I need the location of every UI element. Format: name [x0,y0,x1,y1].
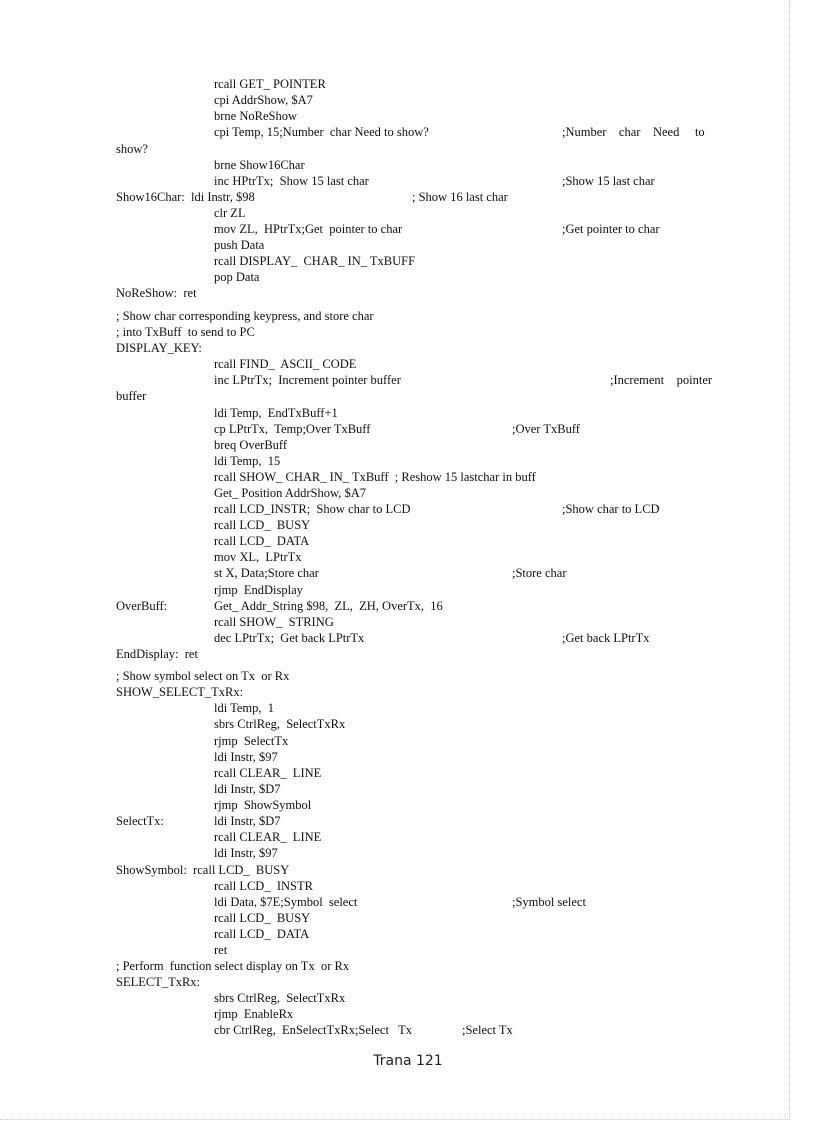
code-label: DISPLAY_KEY: [116,341,202,355]
code-instruction: Get_ Addr_String $98, ZL, ZH, OverTx, 16 [214,599,443,613]
code-label: OverBuff: [116,599,168,613]
page-number: Trana 121 [373,1053,443,1069]
code-label: ; Show symbol select on Tx or Rx [116,669,290,683]
code-comment: ;Get back LPtrTx [562,631,650,645]
code-instruction: ldi Instr, $D7 [214,782,281,796]
code-label: EndDisplay: ret [116,647,198,661]
code-instruction: rcall LCD_ BUSY [214,911,311,925]
code-instruction: mov XL, LPtrTx [214,550,302,564]
code-comment: ;Over TxBuff [512,422,580,436]
code-instruction: ldi Instr, $D7 [214,814,281,828]
code-instruction: rcall LCD_ INSTR [214,879,313,893]
code-label: ; Perform function select display on Tx or Rx [116,959,350,973]
code-label: NoReShow: ret [116,286,197,300]
code-instruction: rcall GET_ POINTER [214,77,326,91]
code-instruction: st X, Data;Store char [214,566,319,580]
code-instruction: rjmp EndDisplay [214,583,303,597]
code-label: show? [116,142,148,156]
code-instruction: inc LPtrTx; Increment pointer buffer [214,373,401,387]
code-instruction: Get_ Position AddrShow, $A7 [214,486,366,500]
code-instruction: cbr CtrlReg, EnSelectTxRx;Select Tx [214,1023,412,1037]
code-instruction: rcall LCD_ DATA [214,534,310,548]
code-instruction: dec LPtrTx; Get back LPtrTx [214,631,365,645]
code-instruction: rcall CLEAR_ LINE [214,830,322,844]
code-comment: ;Symbol select [512,895,586,909]
code-instruction: rcall CLEAR_ LINE [214,766,322,780]
code-instruction: ldi Instr, $97 [214,846,278,860]
code-instruction: rcall DISPLAY_ CHAR_ IN_ TxBUFF [214,254,416,268]
code-instruction: rjmp EnableRx [214,1007,294,1021]
code-label: buffer [116,389,147,403]
code-instruction: rcall SHOW_ STRING [214,615,334,629]
code-comment: ;Store char [512,566,567,580]
code-comment: ;Select Tx [462,1023,513,1037]
code-instruction: ldi Data, $7E;Symbol select [214,895,358,909]
code-instruction: cpi Temp, 15;Number char Need to show? [214,125,429,139]
code-comment: ;Number char Need to [562,125,705,139]
code-instruction: clr ZL [214,206,246,220]
code-label: Show16Char: ldi Instr, $98 [116,190,255,204]
code-instruction: brne NoReShow [214,109,297,123]
code-instruction: cpi AddrShow, $A7 [214,93,313,107]
code-label: ShowSymbol: rcall LCD_ BUSY [116,863,290,877]
code-instruction: rcall LCD_ BUSY [214,518,311,532]
code-instruction: rjmp ShowSymbol [214,798,312,812]
code-instruction: sbrs CtrlReg, SelectTxRx [214,991,346,1005]
code-instruction: rjmp SelectTx [214,734,289,748]
code-instruction: mov ZL, HPtrTx;Get pointer to char [214,222,403,236]
code-instruction: brne Show16Char [214,158,305,172]
code-instruction: ret [214,943,228,957]
code-instruction: breq OverBuff [214,438,288,452]
code-comment: ;Get pointer to char [562,222,660,236]
code-instruction: sbrs CtrlReg, SelectTxRx [214,717,346,731]
code-instruction: ldi Temp, EndTxBuff+1 [214,406,338,420]
code-instruction: rcall LCD_INSTR; Show char to LCD [214,502,411,516]
code-label: ; Show char corresponding keypress, and store char [116,309,374,323]
code-instruction: inc HPtrTx; Show 15 last char [214,174,369,188]
code-comment: ;Increment pointer [610,373,713,387]
code-instruction: rcall FIND_ ASCII_ CODE [214,357,357,371]
code-instruction: ldi Temp, 1 [214,701,275,715]
code-label: SHOW_SELECT_TxRx: [116,685,244,699]
code-instruction: cp LPtrTx, Temp;Over TxBuff [214,422,371,436]
code-instruction: ldi Instr, $97 [214,750,278,764]
code-instruction: ldi Temp, 15 [214,454,281,468]
code-comment: ;Show char to LCD [562,502,660,516]
code-instruction: rcall LCD_ DATA [214,927,310,941]
code-instruction: pop Data [214,270,260,284]
code-instruction: rcall SHOW_ CHAR_ IN_ TxBuff ; Reshow 15 lastchar in buff [214,470,536,484]
code-label: ; into TxBuff to send to PC [116,325,255,339]
code-label: SelectTx: [116,814,164,828]
code-label: SELECT_TxRx: [116,975,201,989]
code-comment: ;Show 15 last char [562,174,655,188]
code-comment: ; Show 16 last char [412,190,508,204]
code-instruction: push Data [214,238,265,252]
